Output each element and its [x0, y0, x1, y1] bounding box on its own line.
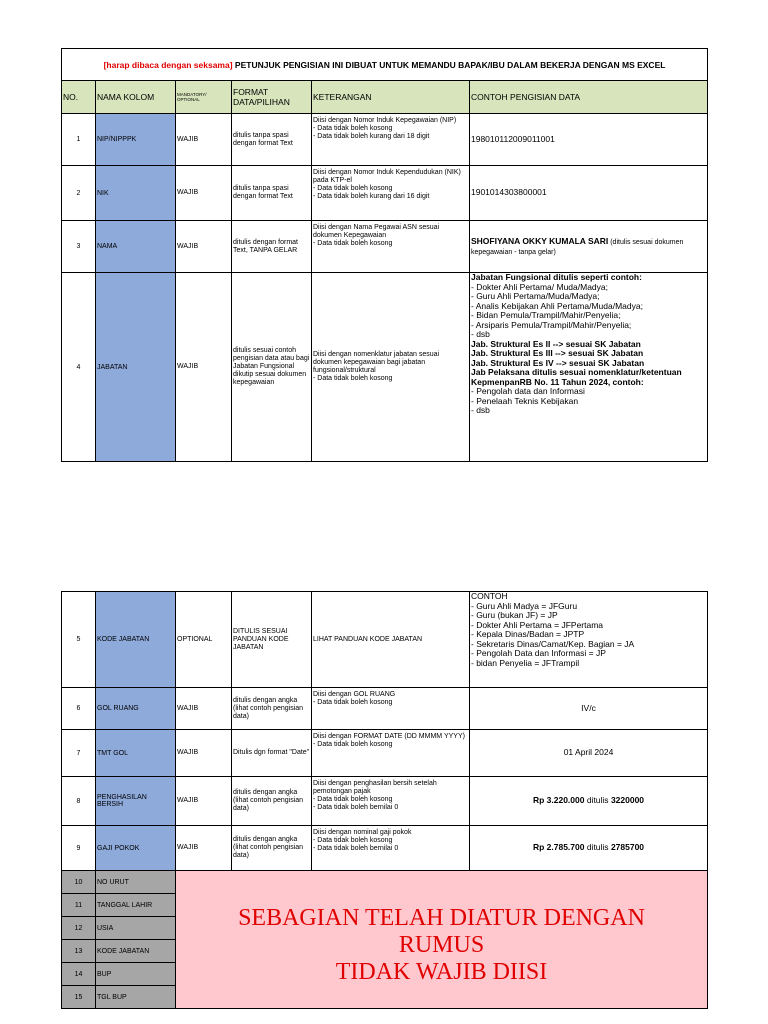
column-name-cell[interactable]: TMT GOL	[96, 730, 176, 777]
row-number[interactable]: 14	[62, 963, 96, 986]
row-number[interactable]: 8	[62, 777, 96, 826]
table-row	[62, 592, 708, 688]
row-number[interactable]: 7	[62, 730, 96, 777]
column-name-cell[interactable]: NIK	[96, 166, 176, 221]
contoh-line: - Analis Kebijakan Ahli Pertama/Muda/Madya;	[471, 300, 643, 311]
table-row	[62, 777, 708, 826]
keterangan-cell[interactable]	[312, 273, 470, 462]
keterangan-line: Diisi dengan Nama Pegawai ASN sesuai dokumen Kepegawaian	[313, 224, 440, 239]
contoh-number: 3220000	[610, 795, 645, 806]
column-name-cell[interactable]: JABATAN	[96, 273, 176, 462]
contoh-cell[interactable]: 198010112009011001	[470, 114, 708, 166]
format-cell[interactable]: ditulis dengan angka (lihat contoh pengisian data)	[232, 826, 312, 871]
keterangan-cell[interactable]	[312, 166, 470, 221]
contoh-line: - Guru (bukan JF) = JP	[471, 610, 558, 620]
contoh-line: - dsb	[471, 405, 490, 415]
table-row	[62, 730, 708, 777]
notice-line-1: SEBAGIAN TELAH DIATUR DENGAN	[238, 905, 645, 931]
keterangan-cell[interactable]	[312, 730, 470, 777]
column-name-cell[interactable]: GOL RUANG	[96, 688, 176, 730]
row-number[interactable]: 4	[62, 273, 96, 462]
row-number[interactable]: 9	[62, 826, 96, 871]
contoh-line: CONTOH	[471, 591, 508, 601]
contoh-cell[interactable]: 1901014303800001	[470, 166, 708, 221]
contoh-line: Jab. Struktural Es II --> sesuai SK Jabatan	[471, 338, 641, 349]
table-row	[62, 166, 708, 221]
column-name-cell[interactable]: GAJI POKOK	[96, 826, 176, 871]
format-cell[interactable]: ditulis dengan angka (lihat contoh pengisian data)	[232, 777, 312, 826]
auto-row	[62, 871, 708, 894]
contoh-line: - Penelaah Teknis Kebijakan	[471, 395, 579, 406]
row-number[interactable]: 2	[62, 166, 96, 221]
format-cell[interactable]: DITULIS SESUAI PANDUAN KODE JABATAN	[232, 592, 312, 688]
keterangan-item: - Data tidak boleh bernilai 0	[313, 804, 468, 812]
format-cell[interactable]: ditulis tanpa spasi dengan format Text	[232, 114, 312, 166]
row-number[interactable]: 3	[62, 221, 96, 273]
mandatory-cell[interactable]: WAJIB	[176, 730, 232, 777]
contoh-line: - dsb	[471, 329, 490, 339]
header-nama-kolom[interactable]: NAMA KOLOM	[96, 81, 176, 114]
header-contoh[interactable]: CONTOH PENGISIAN DATA	[470, 81, 708, 114]
table-row	[62, 114, 708, 166]
contoh-line: - Pengolah data dan Informasi	[471, 386, 585, 396]
row-number[interactable]: 13	[62, 940, 96, 963]
contoh-line: - Dokter Ahli Pertama = JFPertama	[471, 619, 604, 630]
keterangan-item: - Data tidak boleh bernilai 0	[313, 845, 468, 853]
row-number[interactable]: 10	[62, 871, 96, 894]
column-name-cell[interactable]: BUP	[96, 963, 176, 986]
contoh-connector: ditulis	[584, 795, 611, 806]
keterangan-line: Diisi dengan FORMAT DATE (DD MMMM YYYY)	[313, 733, 465, 740]
format-cell[interactable]: ditulis tanpa spasi dengan format Text	[232, 166, 312, 221]
contoh-line: - bidan Penyelia = JFTrampil	[471, 657, 580, 668]
keterangan-item: - Data tidak boleh kosong	[313, 699, 468, 707]
header-keterangan[interactable]: KETERANGAN	[312, 81, 470, 114]
keterangan-item: - Data tidak boleh kosong	[313, 837, 468, 845]
title-row	[62, 49, 708, 81]
contoh-line: - Bidan Pemula/Trampil/Mahir/Penyelia;	[471, 310, 621, 320]
instruction-table-part1	[61, 48, 708, 462]
keterangan-cell[interactable]	[312, 221, 470, 273]
contoh-line: - Pengolah Data dan Informasi = JP	[471, 648, 606, 658]
mandatory-cell[interactable]: WAJIB	[176, 777, 232, 826]
keterangan-item: - Data tidak boleh kosong	[313, 375, 468, 383]
mandatory-cell[interactable]: OPTIONAL	[176, 592, 232, 688]
mandatory-cell[interactable]: WAJIB	[176, 688, 232, 730]
table-row	[62, 826, 708, 871]
contoh-amount: Rp 3.220.000	[532, 795, 585, 806]
keterangan-cell[interactable]	[312, 826, 470, 871]
column-name-cell[interactable]: PENGHASILAN BERSIH	[96, 777, 176, 826]
contoh-line: - Sekretaris Dinas/Camat/Kep. Bagian = JA	[471, 638, 635, 649]
column-name-cell[interactable]: KODE JABATAN	[96, 592, 176, 688]
contoh-cell[interactable]: IV/c	[470, 688, 708, 730]
keterangan-cell[interactable]	[312, 688, 470, 730]
row-number[interactable]: 15	[62, 986, 96, 1009]
notice-line-2: RUMUS	[398, 932, 485, 958]
format-cell[interactable]: ditulis dengan angka (lihat contoh pengisian data)	[232, 688, 312, 730]
keterangan-item: - Data tidak boleh kurang dari 16 digit	[313, 193, 468, 201]
contoh-cell[interactable]	[470, 221, 708, 273]
keterangan-item: - Data tidak boleh kurang dari 18 digit	[313, 133, 468, 141]
contoh-name: SHOFIYANA OKKY KUMALA SARI	[471, 235, 609, 246]
mandatory-cell[interactable]: WAJIB	[176, 166, 232, 221]
column-name-cell[interactable]: NO URUT	[96, 871, 176, 894]
table-row	[62, 221, 708, 273]
keterangan-cell[interactable]	[312, 777, 470, 826]
column-name-cell[interactable]: NIP/NIPPPK	[96, 114, 176, 166]
contoh-cell[interactable]	[470, 273, 708, 462]
column-name-cell[interactable]: TANGGAL LAHIR	[96, 894, 176, 917]
keterangan-cell[interactable]	[312, 114, 470, 166]
keterangan-line: Diisi dengan GOL RUANG	[313, 691, 396, 698]
row-number[interactable]: 12	[62, 917, 96, 940]
contoh-line: - Arsiparis Pemula/Trampil/Mahir/Penyelia;	[471, 319, 632, 330]
row-number[interactable]: 6	[62, 688, 96, 730]
format-cell[interactable]: Ditulis dgn format "Date"	[232, 730, 312, 777]
keterangan-item: - Data tidak boleh kosong	[313, 741, 468, 749]
mandatory-cell[interactable]: WAJIB	[176, 114, 232, 166]
header-row	[62, 81, 708, 114]
mandatory-cell[interactable]: WAJIB	[176, 826, 232, 871]
auto-formula-notice[interactable]	[176, 871, 708, 1009]
contoh-note: (ditulis sesuai dokumen kepegawaian - tanpa gelar)	[471, 238, 684, 256]
contoh-cell[interactable]	[470, 592, 708, 688]
contoh-line: - Guru Ahli Pertama/Muda/Madya;	[471, 291, 600, 301]
row-number[interactable]: 5	[62, 592, 96, 688]
keterangan-cell[interactable]: LIHAT PANDUAN KODE JABATAN	[312, 592, 470, 688]
contoh-line: - Guru Ahli Madya = JFGuru	[471, 600, 578, 611]
keterangan-line: Diisi dengan nomenklatur jabatan sesuai dokumen kepegawaian bagi jabatan fungsional/struktural	[313, 351, 440, 374]
column-name-cell[interactable]: NAMA	[96, 221, 176, 273]
contoh-cell[interactable]	[470, 777, 708, 826]
column-name-cell[interactable]: TGL BUP	[96, 986, 176, 1009]
column-name-cell[interactable]: KODE JABATAN	[96, 940, 176, 963]
contoh-line: Jab. Struktural Es IV --> sesuai SK Jabatan	[471, 357, 645, 368]
sheet-title[interactable]	[62, 49, 708, 81]
format-cell[interactable]: ditulis sesuai contoh pengisian data atau bagi Jabatan Fungsional dikutip sesuai dokumen kepegawaian	[232, 273, 312, 462]
header-mandatory[interactable]: MANDATORY/ OPTIONAL	[176, 81, 232, 114]
title-warning: [harap dibaca dengan seksama]	[103, 59, 233, 70]
keterangan-line: Diisi dengan nominal gaji pokok	[313, 829, 412, 836]
contoh-line: - Kepala Dinas/Badan = JPTP	[471, 629, 585, 639]
notice-line-3: TIDAK WAJIB DIISI	[335, 959, 548, 985]
contoh-cell[interactable]: 01 April 2024	[470, 730, 708, 777]
keterangan-line: Diisi dengan penghasilan bersih setelah pemotongan pajak	[313, 780, 437, 795]
title-text: PETUNJUK PENGISIAN INI DIBUAT UNTUK MEMANDU BAPAK/IBU DALAM BEKERJA DENGAN MS EXCEL	[232, 59, 666, 70]
mandatory-cell[interactable]: WAJIB	[176, 273, 232, 462]
contoh-number: 2785700	[610, 842, 645, 853]
table-row	[62, 273, 708, 462]
mandatory-cell[interactable]: WAJIB	[176, 221, 232, 273]
format-cell[interactable]: ditulis dengan format Text, TANPA GELAR	[232, 221, 312, 273]
contoh-line: Jab. Struktural Es III --> sesuai SK Jabatan	[471, 348, 644, 358]
header-no[interactable]: NO.	[62, 81, 96, 114]
contoh-cell[interactable]	[470, 826, 708, 871]
header-format[interactable]: FORMAT DATA/PILIHAN	[232, 81, 312, 114]
keterangan-item: - Data tidak boleh kosong	[313, 240, 468, 248]
contoh-line: - Dokter Ahli Pertama/ Muda/Madya;	[471, 281, 609, 292]
contoh-amount: Rp 2.785.700	[532, 842, 585, 853]
keterangan-item: - Data tidak boleh kosong	[313, 185, 468, 193]
row-number[interactable]: 1	[62, 114, 96, 166]
row-number[interactable]: 11	[62, 894, 96, 917]
table-row	[62, 688, 708, 730]
column-name-cell[interactable]: USIA	[96, 917, 176, 940]
instruction-table-part2	[61, 591, 708, 1009]
keterangan-line: Diisi dengan Nomor Induk Kepegawaian (NIP)	[313, 117, 457, 124]
contoh-line: Jab Pelaksana ditulis sesuai nomenklatur/ketentuan KepmenpanRB No. 11 Tahun 2024, contoh:	[471, 367, 682, 387]
contoh-connector: ditulis	[584, 842, 611, 853]
keterangan-line: Diisi dengan Nomor Induk Kependudukan (NIK) pada KTP-el	[313, 169, 461, 184]
contoh-line: Jabatan Fungsional ditulis seperti contoh:	[471, 272, 642, 282]
keterangan-item: - Data tidak boleh kosong	[313, 796, 468, 804]
keterangan-item: - Data tidak boleh kosong	[313, 125, 468, 133]
